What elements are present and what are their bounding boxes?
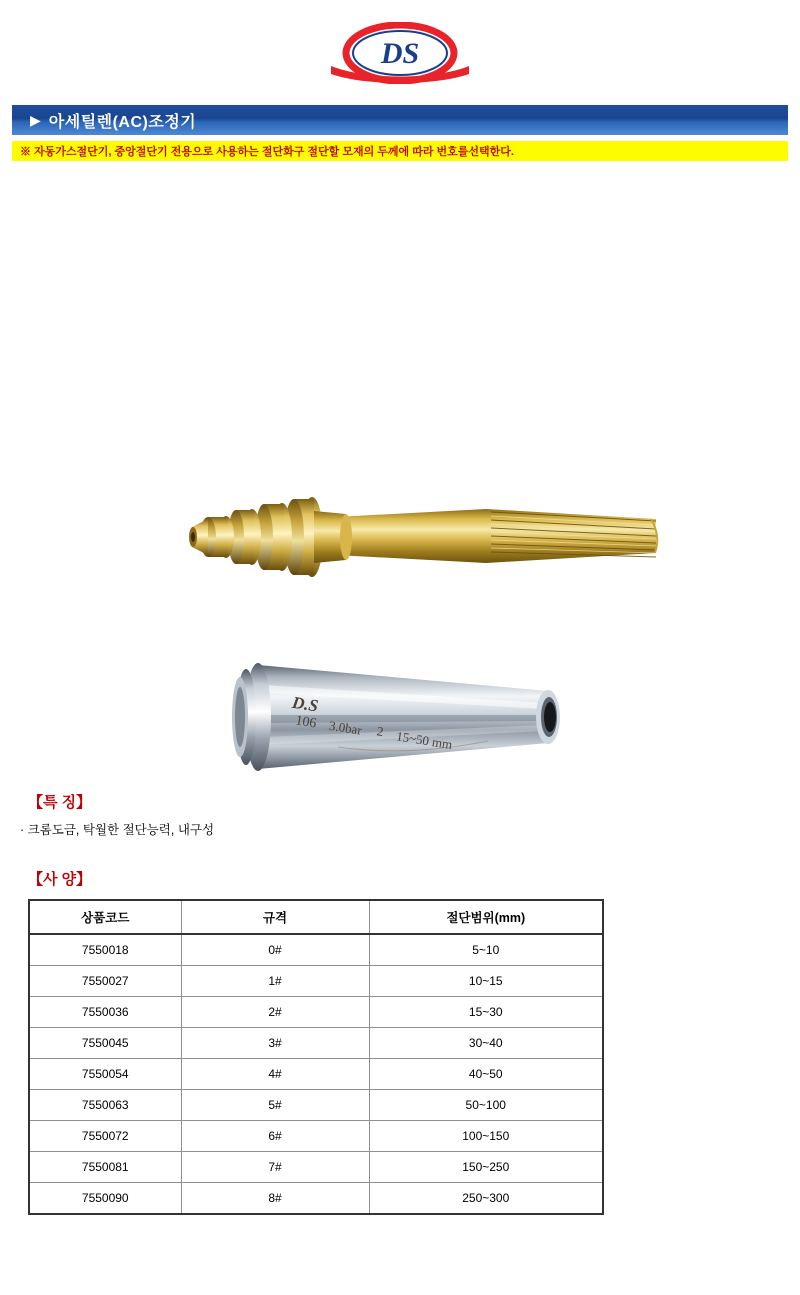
cell-code: 7550027 (29, 966, 181, 997)
column-header-code: 상품코드 (29, 900, 181, 934)
cell-range: 10~15 (369, 966, 603, 997)
table-row (29, 1059, 603, 1090)
cell-spec: 8# (181, 1183, 369, 1215)
column-header-range: 절단범위(mm) (369, 900, 603, 934)
table-row (29, 1152, 603, 1183)
notice-banner (12, 141, 788, 161)
cell-code: 7550063 (29, 1090, 181, 1121)
cell-spec: 2# (181, 997, 369, 1028)
cell-range: 150~250 (369, 1152, 603, 1183)
svg-text:D.S: D.S (290, 692, 320, 716)
cell-code: 7550072 (29, 1121, 181, 1152)
cell-code: 7550018 (29, 934, 181, 966)
table-row (29, 997, 603, 1028)
table-row (29, 1028, 603, 1059)
cell-spec: 3# (181, 1028, 369, 1059)
svg-text:3.0bar: 3.0bar (328, 717, 363, 738)
page-title: 아세틸렌(AC)조정기 (48, 113, 197, 131)
cell-spec: 4# (181, 1059, 369, 1090)
svg-text:15~50 mm: 15~50 mm (395, 728, 454, 753)
cell-spec: 6# (181, 1121, 369, 1152)
cell-code: 7550036 (29, 997, 181, 1028)
feature-item: · 크롬도금, 탁월한 절단능력, 내구성 (20, 823, 215, 837)
chrome-nozzle-image (218, 651, 608, 781)
table-row (29, 1121, 603, 1152)
cell-range: 15~30 (369, 997, 603, 1028)
cell-spec: 7# (181, 1152, 369, 1183)
features-section (0, 791, 800, 838)
section-title-bar (12, 105, 788, 135)
notice-text: ※ 자동가스절단기, 중앙절단기 전용으로 사용하는 절단화구 절단할 모재의 두께에 따라 번호를선택한다. (20, 146, 514, 158)
cell-range: 5~10 (369, 934, 603, 966)
ds-logo (325, 22, 475, 84)
cell-range: 40~50 (369, 1059, 603, 1090)
svg-text:2: 2 (375, 723, 385, 740)
cell-code: 7550054 (29, 1059, 181, 1090)
svg-text:DS: DS (380, 36, 420, 70)
column-header-spec: 규격 (181, 900, 369, 934)
spec-section (0, 868, 800, 1215)
cell-code: 7550081 (29, 1152, 181, 1183)
cell-range: 100~150 (369, 1121, 603, 1152)
cell-code: 7550045 (29, 1028, 181, 1059)
table-header-row (29, 900, 603, 934)
cell-spec: 5# (181, 1090, 369, 1121)
spec-heading: 【사 양】 (28, 871, 92, 888)
cell-spec: 1# (181, 966, 369, 997)
logo-area (0, 0, 800, 105)
cell-spec: 0# (181, 934, 369, 966)
svg-text:106: 106 (294, 713, 318, 732)
product-image-area (0, 171, 800, 791)
features-heading: 【특 징】 (28, 794, 92, 811)
spec-table (28, 899, 604, 1215)
table-row (29, 1183, 603, 1215)
cell-code: 7550090 (29, 1183, 181, 1215)
cell-range: 30~40 (369, 1028, 603, 1059)
cell-range: 50~100 (369, 1090, 603, 1121)
table-row (29, 934, 603, 966)
brass-nozzle-image (186, 481, 666, 591)
table-row (29, 966, 603, 997)
table-row (29, 1090, 603, 1121)
cell-range: 250~300 (369, 1183, 603, 1215)
triangle-right-icon: ▶ (30, 112, 41, 128)
